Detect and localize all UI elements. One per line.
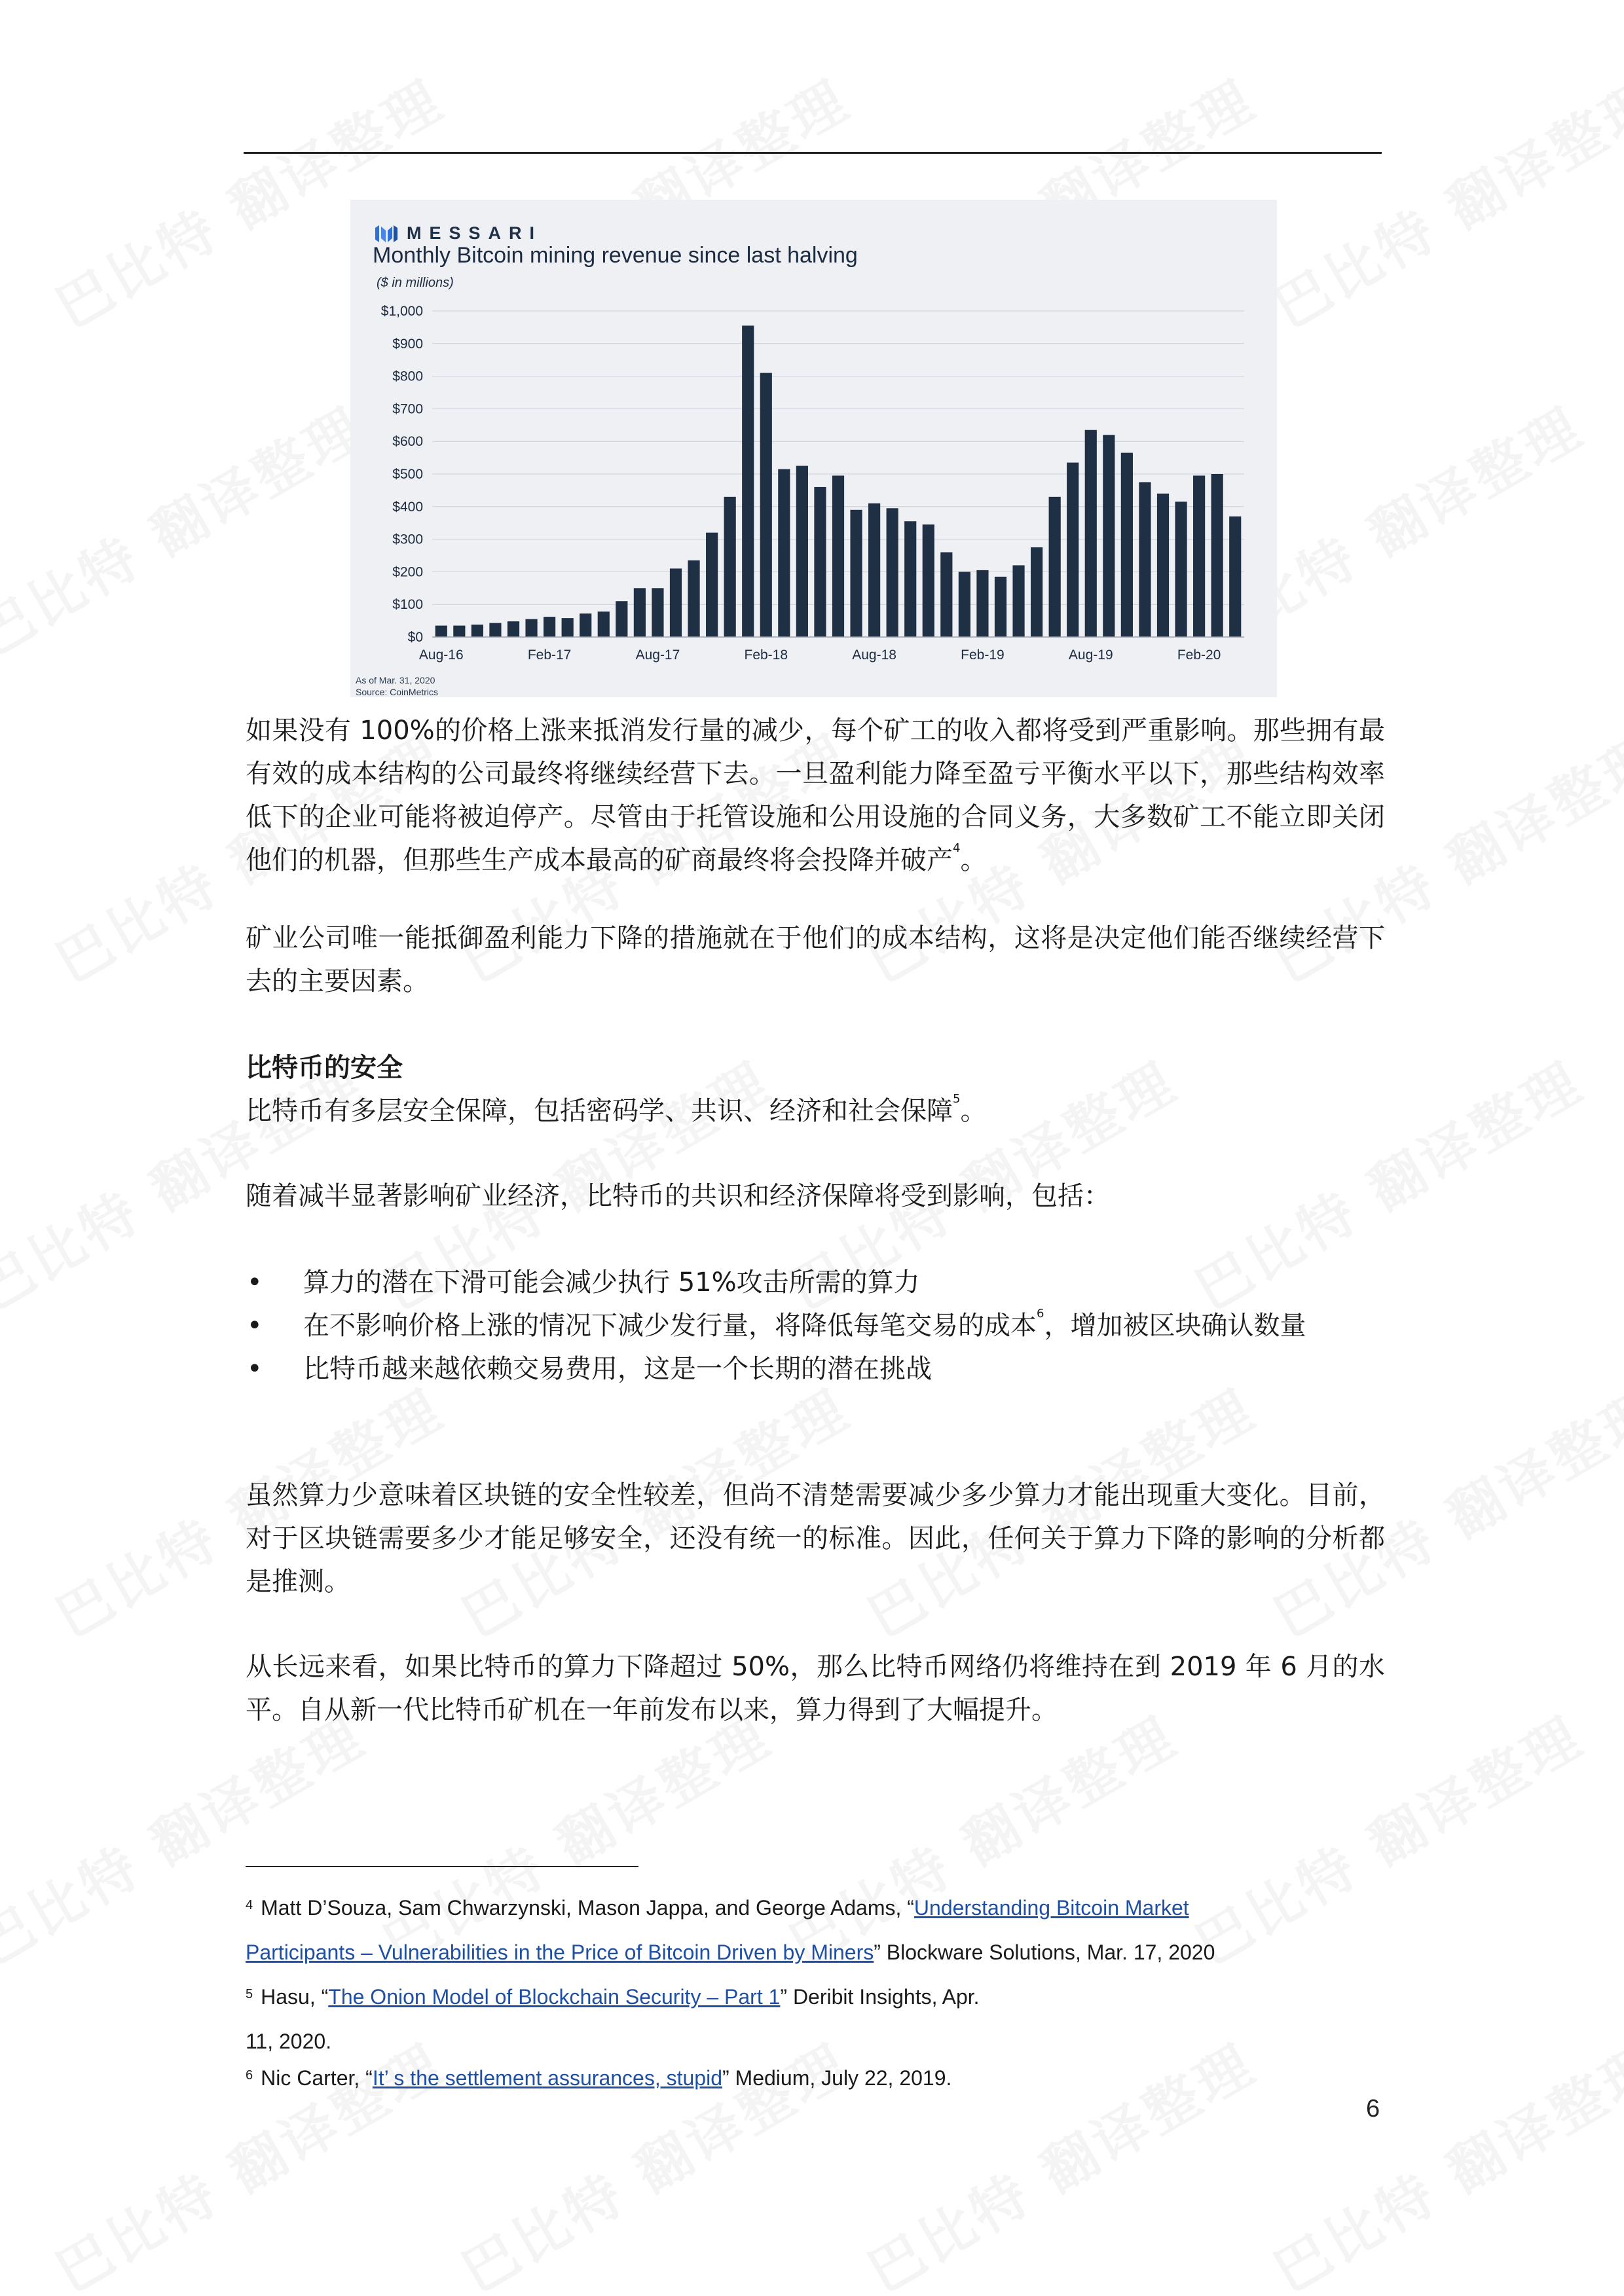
watermark-text bbox=[0, 1694, 378, 1980]
footnote-ref-5[interactable]: 5 bbox=[953, 1092, 961, 1106]
footnote-6: $^6$ Nic Carter, “It’ s the settlement assurances, stupid” Medium, July 22, 2019. bbox=[246, 2066, 952, 2090]
x-tick-label: Aug-17 bbox=[635, 647, 680, 663]
bar bbox=[904, 521, 916, 637]
bar bbox=[580, 613, 591, 637]
bar bbox=[742, 325, 754, 637]
x-tick-label: Aug-16 bbox=[418, 647, 464, 663]
y-tick-label: $700 bbox=[392, 401, 423, 417]
bar-chart bbox=[350, 200, 1277, 697]
paragraph-4: 随着减半显著影响矿业经济，比特币的共识和经济保障将受到影响，包括： bbox=[246, 1181, 1110, 1211]
y-tick-label: $800 bbox=[392, 369, 423, 384]
footnote-4-link[interactable]: Understanding Bitcoin Market bbox=[913, 1896, 1189, 1920]
watermark-text bbox=[1257, 57, 1624, 343]
bar bbox=[1067, 463, 1079, 637]
bar bbox=[616, 601, 627, 637]
body-text-4 bbox=[246, 1175, 1385, 1218]
y-tick-label: $300 bbox=[392, 532, 423, 547]
bar bbox=[670, 568, 682, 637]
footnote-5: $^5$ Hasu, “The Onion Model of Blockchain Security – Part 1” Deribit Insights, Apr. bbox=[246, 1985, 980, 2009]
bullet-item-2: • 在不影响价格上涨的情况下减少发行量，将降低每笔交易的成本$^6$，增加被区块确认数量 bbox=[246, 1304, 1385, 1347]
footnote-4-cont: Participants – Vulnerabilities in the Price of Bitcoin Driven by Miners” Blockware Solutions, Mar. 17, 2020 bbox=[246, 1941, 1215, 1964]
y-tick-label: $0 bbox=[407, 630, 423, 645]
x-tick-label: Aug-19 bbox=[1068, 647, 1113, 663]
watermark-text bbox=[367, 1694, 784, 1980]
bullet-item-1: • 算力的潜在下滑可能会减少执行 51%攻击所需的算力 bbox=[246, 1261, 1385, 1304]
bar bbox=[1139, 482, 1151, 637]
body-text-5 bbox=[246, 1474, 1385, 1603]
footnote-4-link-cont[interactable]: Participants – Vulnerabilities in the Price of Bitcoin Driven by Miners bbox=[246, 1941, 874, 1964]
y-tick-label: $1,000 bbox=[380, 304, 423, 319]
bar bbox=[1175, 501, 1187, 637]
watermark-text bbox=[1257, 2021, 1624, 2296]
bullet-marker: • bbox=[247, 1267, 263, 1298]
bar bbox=[850, 510, 862, 637]
bar bbox=[1121, 453, 1133, 637]
chart-note-source: Source: CoinMetrics bbox=[356, 687, 439, 697]
body-text-2 bbox=[246, 917, 1385, 1003]
bar bbox=[995, 577, 1006, 637]
bar bbox=[453, 626, 465, 637]
watermark-text bbox=[0, 384, 378, 670]
bar bbox=[489, 623, 501, 637]
bar bbox=[1193, 475, 1205, 637]
paragraph-3: 比特币有多层安全保障，包括密码学、共识、经济和社会保障$^5$。 bbox=[246, 1092, 987, 1126]
bar bbox=[778, 469, 790, 637]
footnote-6-link[interactable]: It’ s the settlement assurances, stupid bbox=[372, 2066, 722, 2090]
bar bbox=[507, 621, 519, 637]
chart-subtitle: ($ in millions) bbox=[377, 276, 454, 290]
y-tick-label: $200 bbox=[392, 564, 423, 580]
y-tick-label: $600 bbox=[392, 434, 423, 450]
watermark-text bbox=[773, 1694, 1190, 1980]
bar bbox=[923, 524, 934, 637]
bar bbox=[887, 508, 898, 637]
paragraph-2: 矿业公司唯一能抵御盈利能力下降的措施就在于他们的成本结构，这将是决定他们能否继续经营下去的主要因素。 bbox=[246, 923, 1385, 996]
page-number: 6 bbox=[1366, 2095, 1380, 2123]
bar bbox=[544, 617, 555, 637]
x-tick-label: Feb-17 bbox=[527, 647, 572, 663]
paragraph-5: 虽然算力少意味着区块链的安全性较差，但尚不清楚需要减少多少算力才能出现重大变化。目前，对于区块链需要多少才能足够安全，还没有统一的标准。因此，任何关于算力下降的影响的分析都是推测。 bbox=[246, 1480, 1385, 1597]
bar bbox=[814, 487, 826, 637]
bullet-list bbox=[246, 1261, 1385, 1391]
messari-logo-icon bbox=[375, 225, 397, 242]
bar bbox=[1157, 494, 1169, 637]
bar bbox=[562, 618, 574, 637]
bar bbox=[1049, 497, 1061, 637]
x-tick-label: Feb-19 bbox=[961, 647, 1005, 663]
watermark-text bbox=[851, 2021, 1268, 2296]
y-tick-label: $900 bbox=[392, 336, 423, 352]
x-tick-label: Feb-18 bbox=[744, 647, 788, 663]
bar bbox=[1211, 474, 1223, 637]
bar bbox=[832, 475, 844, 637]
bar bbox=[1031, 547, 1043, 637]
bullet-marker: • bbox=[247, 1311, 263, 1341]
y-tick-label: $100 bbox=[392, 597, 423, 613]
bar bbox=[976, 570, 988, 637]
y-tick-label: $500 bbox=[392, 467, 423, 482]
bar bbox=[940, 553, 952, 637]
bar bbox=[706, 533, 718, 637]
bar bbox=[1085, 430, 1097, 637]
x-tick-label: Aug-18 bbox=[852, 647, 896, 663]
brand-name: MESSARI bbox=[407, 223, 543, 243]
messari-brand bbox=[375, 223, 542, 244]
section-security bbox=[246, 1046, 1385, 1133]
paragraph-1: 如果没有 100%的价格上涨来抵消发行量的减少，每个矿工的收入都将受到严重影响。那些拥有最有效的成本结构的公司最终将继续经营下去。一旦盈利能力降至盈亏平衡水平以下，那些结构效率低下的企业可能将被迫停产。尽管由于托管设施和公用设施的合同义务，大多数矿工不能立即关闭他们的机器，但那些生产成本最高的矿商最终将会投降并破产$^4$。 bbox=[246, 716, 1385, 875]
paragraph-6: 从长远来看，如果比特币的算力下降超过 50%，那么比特币网络仍将维持在到 2019 年 6 月的水平。自从新一代比特币矿机在一年前发布以来，算力得到了大幅提升。 bbox=[246, 1652, 1385, 1725]
bar bbox=[688, 560, 699, 637]
body-text bbox=[246, 709, 1385, 882]
bar bbox=[634, 588, 646, 637]
footnote-4: $^4$ Matt D’Souza, Sam Chwarzynski, Mason Jappa, and George Adams, “Understanding Bitcoin Market bbox=[246, 1896, 1189, 1920]
chart-figure bbox=[350, 200, 1277, 697]
bar bbox=[868, 503, 880, 637]
watermark-text bbox=[1179, 1694, 1596, 1980]
chart-note-date: As of Mar. 31, 2020 bbox=[356, 675, 435, 685]
bar bbox=[760, 373, 772, 637]
bar bbox=[525, 619, 537, 637]
bar bbox=[652, 588, 663, 637]
x-tick-label: Feb-20 bbox=[1177, 647, 1221, 663]
bullet-marker: • bbox=[247, 1354, 263, 1384]
footnote-5-link[interactable]: The Onion Model of Blockchain Security – Part 1 bbox=[328, 1985, 781, 2009]
footnote-rule bbox=[246, 1866, 638, 1867]
bar bbox=[724, 497, 736, 637]
bullet-block bbox=[246, 1261, 1385, 1391]
bar bbox=[1103, 435, 1115, 637]
header-rule bbox=[244, 152, 1382, 154]
bar bbox=[959, 572, 970, 637]
bar bbox=[1012, 565, 1024, 637]
bar bbox=[471, 625, 483, 637]
footnote-5-cont: 11, 2020. bbox=[246, 2030, 332, 2053]
footnote-ref-4[interactable]: 4 bbox=[953, 841, 961, 855]
watermark-text bbox=[39, 2021, 456, 2296]
watermark-text bbox=[445, 2021, 862, 2296]
chart-title: Monthly Bitcoin mining revenue since last halving bbox=[373, 243, 858, 268]
y-tick-label: $400 bbox=[392, 499, 423, 515]
bar bbox=[435, 626, 447, 637]
bar bbox=[598, 611, 610, 637]
section-heading: 比特币的安全 bbox=[246, 1053, 403, 1083]
bar bbox=[796, 466, 808, 637]
bar bbox=[1229, 517, 1241, 637]
body-text-6 bbox=[246, 1645, 1385, 1732]
footnote-ref-6[interactable]: 6 bbox=[1037, 1307, 1044, 1321]
bullet-item-3: • 比特币越来越依赖交易费用，这是一个长期的潜在挑战 bbox=[246, 1347, 1385, 1391]
